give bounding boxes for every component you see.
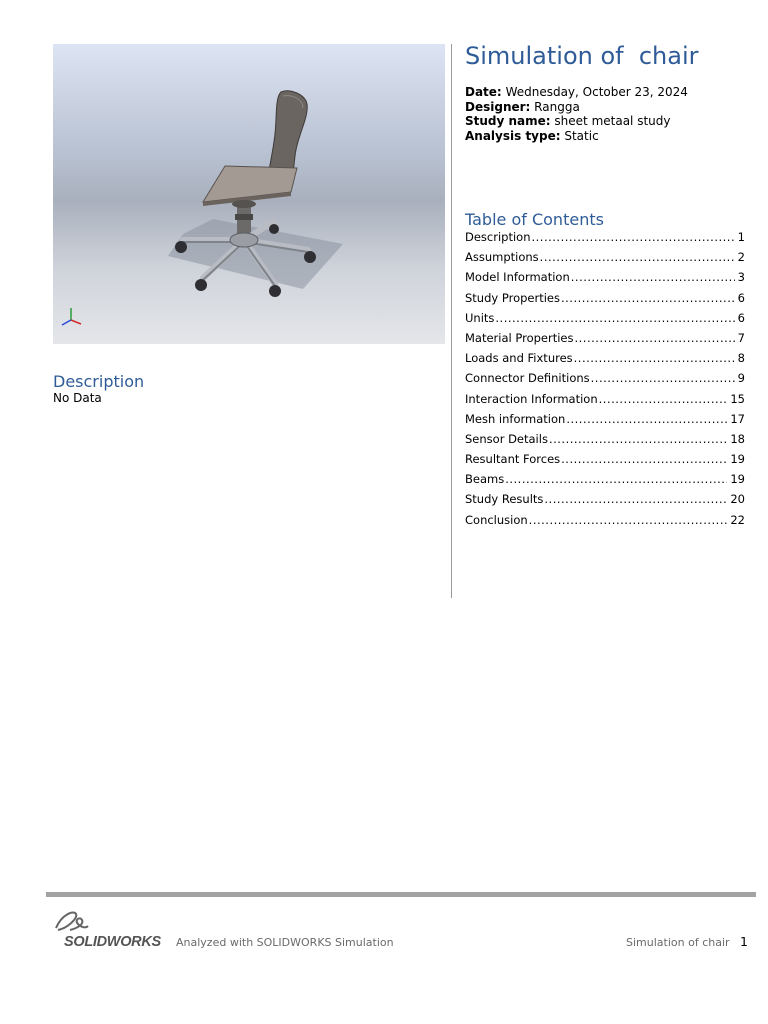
logo-wordmark: SOLIDWORKS: [64, 934, 161, 950]
meta-designer: Designer: Rangga: [465, 99, 580, 114]
toc-item-study-properties[interactable]: Study Properties ..... 6: [465, 291, 745, 311]
study-meta: [465, 85, 688, 143]
toc-item-material-properties[interactable]: Material Properties ..... 7: [465, 331, 745, 351]
meta-analysis-type: Analysis type: Static: [465, 128, 599, 143]
column-divider: [451, 44, 452, 598]
toc-item-sensor-details[interactable]: Sensor Details ..... 18: [465, 432, 745, 452]
toc-item-assumptions[interactable]: Assumptions ..... 2: [465, 250, 745, 270]
toc-item-model-information[interactable]: Model Information ..... 3: [465, 270, 745, 290]
toc-item-description[interactable]: Description ..... 1: [465, 230, 745, 250]
table-of-contents: [465, 230, 745, 533]
meta-date: Date: Wednesday, October 23, 2024: [465, 85, 688, 99]
footer-study-title: Simulation of chair: [626, 936, 730, 949]
footer-analyzed-text: Analyzed with SOLIDWORKS Simulation: [176, 936, 394, 949]
toc-item-interaction-information[interactable]: Interaction Information ..... 15: [465, 392, 745, 412]
solidworks-logo: [52, 906, 162, 954]
description-heading: Description: [53, 372, 145, 391]
toc-item-conclusion[interactable]: Conclusion ..... 22: [465, 513, 745, 533]
footer-page-number: 1: [740, 934, 748, 949]
toc-item-beams[interactable]: Beams ..... 19: [465, 472, 745, 492]
meta-study-name: Study name: sheet metaal study: [465, 114, 671, 128]
chair-model-render: [53, 44, 445, 344]
toc-item-resultant-forces[interactable]: Resultant Forces ..... 19: [465, 452, 745, 472]
ds-logo-icon: [52, 906, 92, 936]
page-title: Simulation of chair: [465, 42, 699, 70]
toc-item-study-results[interactable]: Study Results ..... 20: [465, 492, 745, 512]
toc-item-loads-and-fixtures[interactable]: Loads and Fixtures ..... 8: [465, 351, 745, 371]
description-text: No Data: [53, 391, 102, 405]
footer-rule: [46, 892, 756, 897]
triad-axis-icon: [62, 308, 81, 325]
model-render-image: [53, 44, 445, 344]
toc-heading: Table of Contents: [465, 210, 604, 229]
toc-item-units[interactable]: Units ..... 6: [465, 311, 745, 331]
toc-item-connector-definitions[interactable]: Connector Definitions ..... 9: [465, 371, 745, 391]
toc-item-mesh-information[interactable]: Mesh information ..... 17: [465, 412, 745, 432]
